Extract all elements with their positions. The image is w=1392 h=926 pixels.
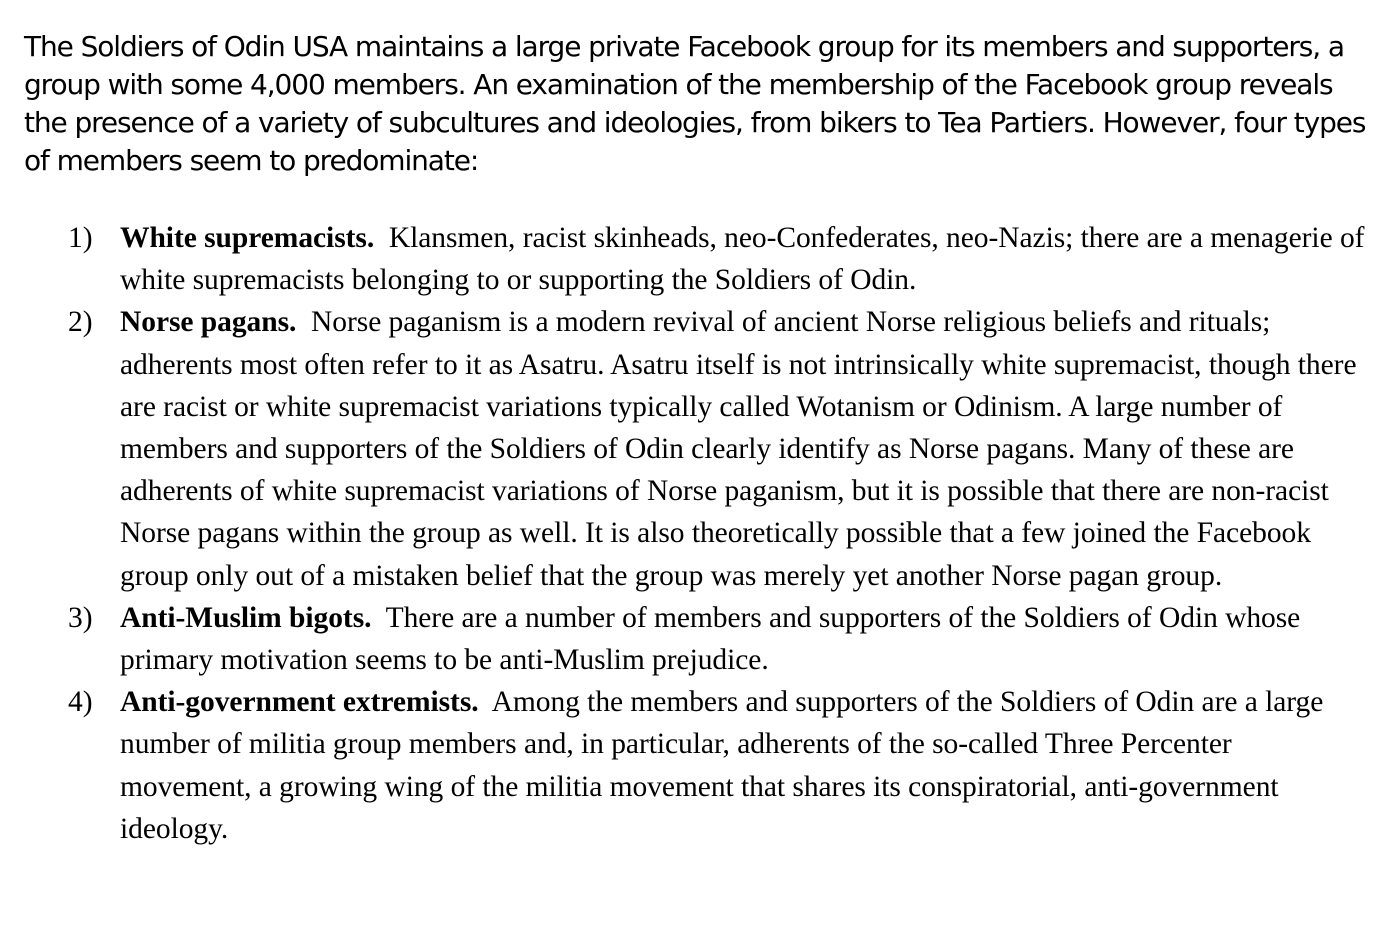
list-item-text: Norse paganism is a modern revival of ancient Norse religious beliefs and rituals; adherents most often refer to it as Asatru. Asatru itself is not intrinsically white supremacist, though there are racist or white supremacist variations typically called Wotanism or Odinism. A large number of members and supporters of the Soldiers of Odin clearly identify as Norse pagans. Many of these are adherents of white supremacist variations of Norse paganism, but it is possible that there are non-racist Norse pagans within the group as well. It is also theoretically possible that a few joined the Facebook group only out of a mistaken belief that the group was merely yet another Norse pagan group. (120, 306, 1357, 592)
member-types-list (68, 217, 1368, 850)
list-item-lead: Anti-Muslim bigots. (120, 601, 372, 634)
list-item (68, 681, 1368, 850)
document-body (24, 28, 1374, 845)
list-item-number: 4) (68, 686, 93, 719)
list-item-number: 3) (68, 601, 93, 634)
list-item-lead: White supremacists. (120, 222, 375, 254)
list-item (68, 217, 1368, 301)
list-item-lead: Anti-government extremists. (120, 686, 479, 719)
list-item-number: 1) (68, 222, 93, 254)
list-item-number: 2) (68, 306, 93, 339)
list-item-text: There are a number of members and supporters of the Soldiers of Odin whose primary motivation seems to be anti-Muslim prejudice. (120, 601, 1301, 677)
list-item-text: Klansmen, racist skinheads, neo-Confederates, neo-Nazis; there are a menagerie of white supremacists belonging to or supporting the Soldiers of Odin. (120, 222, 1365, 297)
intro-paragraph: The Soldiers of Odin USA maintains a large private Facebook group for its members and supporters, a group with some 4,000 members. An examination of the membership of the Facebook group reveals the presence of a variety of subcultures and ideologies, from bikers to Tea Partiers. However, four types of members seem to predominate: (24, 30, 1366, 177)
list-item-text: Among the members and supporters of the Soldiers of Odin are a large number of militia group members and, in particular, adherents of the so-called Three Percenter movement, a growing wing of the militia movement that shares its conspiratorial, anti-government ideology. (120, 686, 1324, 845)
list-item (68, 597, 1368, 681)
list-item (68, 301, 1368, 596)
list-item-lead: Norse pagans. (120, 306, 297, 339)
